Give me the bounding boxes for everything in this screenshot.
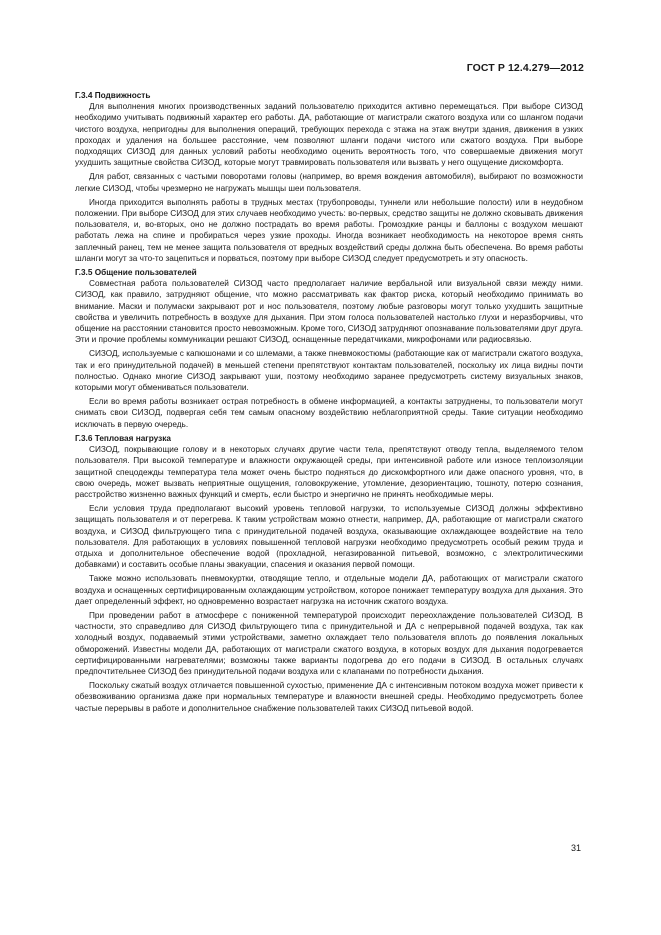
section-heading-communication: Г.3.5 Общение пользователей xyxy=(75,268,197,278)
paragraph: Поскольку сжатый воздух отличается повышенной сухостью, применение ДА с интенсивным потоком воздуха может привести к обезвоживанию организма даже при нормальных температуре и влажности внешней среды. Необходимо предусмотреть более частые перерывы в работе и дополнительное снабжение пользователей таких СИЗОД питьевой водой. xyxy=(75,681,583,713)
paragraph: Для работ, связанных с частыми поворотами головы (например, во время вождения автомобиля), выбирают по возможности легкие СИЗОД, чтобы чрезмерно не нагружать мышцы шеи пользователя. xyxy=(75,172,583,193)
document-header: ГОСТ Р 12.4.279—2012 xyxy=(466,62,584,74)
section-heading-heat-load: Г.3.6 Тепловая нагрузка xyxy=(75,433,171,443)
paragraph: Для выполнения многих производственных заданий пользователю приходится активно перемещаться. При выборе СИЗОД необходимо учитывать подвижный характер его работы. ДА, работающие от магистрали сжатого воздуха или со шлангом подачи чистого воздуха, непригодны для выполнения операций, требующих перехода с этажа на этаж внутри здания, движения в узких проходах и удаления на большее расстояние, чем позволяют шланги подачи чистого или сжатого воздуха. При выборе подходящих СИЗОД для данных условий работы необходимо оценить вероятность того, что совершаемые движения могут ухудшить защитные свойства СИЗОД, которые могут травмировать пользователя или вызвать у него ощущение дискомфорта. xyxy=(75,102,583,168)
paragraph: СИЗОД, покрывающие голову и в некоторых случаях другие части тела, препятствуют отводу тепла, выделяемого телом пользователя. При высокой температуре и влажности окружающей среды, при интенсивной работе или износе теплоизоляции защитной спецодежды температура тела может очень быстро подняться до дискомфортного или даже опасного уровня, что, в свою очередь, может вызвать неприятные ощущения, головокружение, утомление, дезориентацию, тошноту, потерю сознания, расстройство жизненно важных функций и смерть, если быстро и энергично не принять необходимые меры. xyxy=(75,445,583,499)
page-body xyxy=(75,90,583,717)
paragraph: СИЗОД, используемые с капюшонами и со шлемами, а также пневмокостюмы (работающие как от магистрали сжатого воздуха, так и его принудительной подачей) в меньшей степени препятствуют контактам пользователей, поскольку их лица видны почти полностью. Однако многие СИЗОД закрывают уши, поэтому необходимо заранее предусмотреть систему визуальных знаков, которыми могут обмениваться пользователи. xyxy=(75,349,583,393)
paragraph: Совместная работа пользователей СИЗОД часто предполагает наличие вербальной или визуальной связи между ними. СИЗОД, как правило, затрудняют общение, что можно рассматривать как фактор риска, который необходимо принимать во внимание. Маски и полумаски закрывают рот и нос пользователя, поэтому любые разговоры могут только ухудшить защитные свойства и увеличить потребность в воздухе для дыхания. При этом голоса пользователей настолько глухи и неразборчивы, что общение на расстоянии становится просто невозможным. Кроме того, СИЗОД затрудняют опознавание пользователями друг друга. Эти и прочие проблемы коммуникации решают СИЗОД, оснащенные передатчиками, микрофонами или радиосвязью. xyxy=(75,279,583,345)
paragraph: Если условия труда предполагают высокий уровень тепловой нагрузки, то используемые СИЗОД должны эффективно защищать пользователя и от перегрева. К таким устройствам можно отнести, например, ДА, работающие от магистрали сжатого воздуха, и СИЗОД фильтрующего типа с принудительной подачей воздуха, оказывающие охлаждающее воздействие на тело пользователя. Для работающих в условиях повышенной тепловой нагрузки необходимо предусмотреть особый режим труда и отдыха и дополнительное обеспечение водой (прохладной, негазированной питьевой, возможно, с электролитическими добавками) и составить особые планы эвакуации, спасения и оказания первой помощи. xyxy=(75,504,583,570)
section-heading-mobility: Г.3.4 Подвижность xyxy=(75,91,151,100)
paragraph: Также можно использовать пневмокуртки, отводящие тепло, и отдельные модели ДА, работающих от магистрали сжатого воздуха и оснащенных сертифицированным охлаждающим устройством, которое понижает температуру воздуха для дыхания. Это дает определенный эффект, но одновременно возрастает нагрузка на источник сжатого воздуха. xyxy=(75,574,583,606)
paragraph: Иногда приходится выполнять работы в трудных местах (трубопроводы, туннели или небольшие полости) или в неудобном положении. При выборе СИЗОД для этих случаев необходимо учесть: во-первых, средство защиты не должно сковывать движения пользователя, и, во-вторых, оно не должно пострадать во время работы. Громоздкие ранцы и баллоны с воздухом мешают работать лежа на спине и пробираться через узкие проходы. Иногда возникает необходимость на некоторое время снять заплечный ранец, тем не менее защита пользователя от вредных воздействий среды должна быть обеспечена. Во время работы шланги могут за что-то зацепиться и порваться, поэтому при выборе СИЗОД следует предусмотреть и эту опасность. xyxy=(75,197,583,263)
paragraph: Если во время работы возникает острая потребность в обмене информацией, а контакты затруднены, то пользователи могут снимать свои СИЗОД, подвергая себя тем самым опасному воздействию неблагоприятной среды. Такие ситуации необходимо исключать в первую очередь. xyxy=(75,397,583,429)
page-number: 31 xyxy=(570,843,581,853)
paragraph: При проведении работ в атмосфере с пониженной температурой происходит переохлаждение пользователей СИЗОД. В частности, это справедливо для СИЗОД фильтрующего типа с принудительной и ДА с непрерывной подачей воздуха, так как холодный воздух, подаваемый этими устройствами, заметно охлаждает тело пользователя вплоть до появления локальных обморожений. Известны модели ДА, работающих от магистрали сжатого воздуха, в которых воздух для дыхания подогревается сертифицированными нагревателями; возможны также варианты подогрева до его подачи в СИЗОД. В остальных случаях предпочтительнее СИЗОД без принудительной подачи воздуха или с клапанами по потребности дыхания. xyxy=(75,610,583,676)
